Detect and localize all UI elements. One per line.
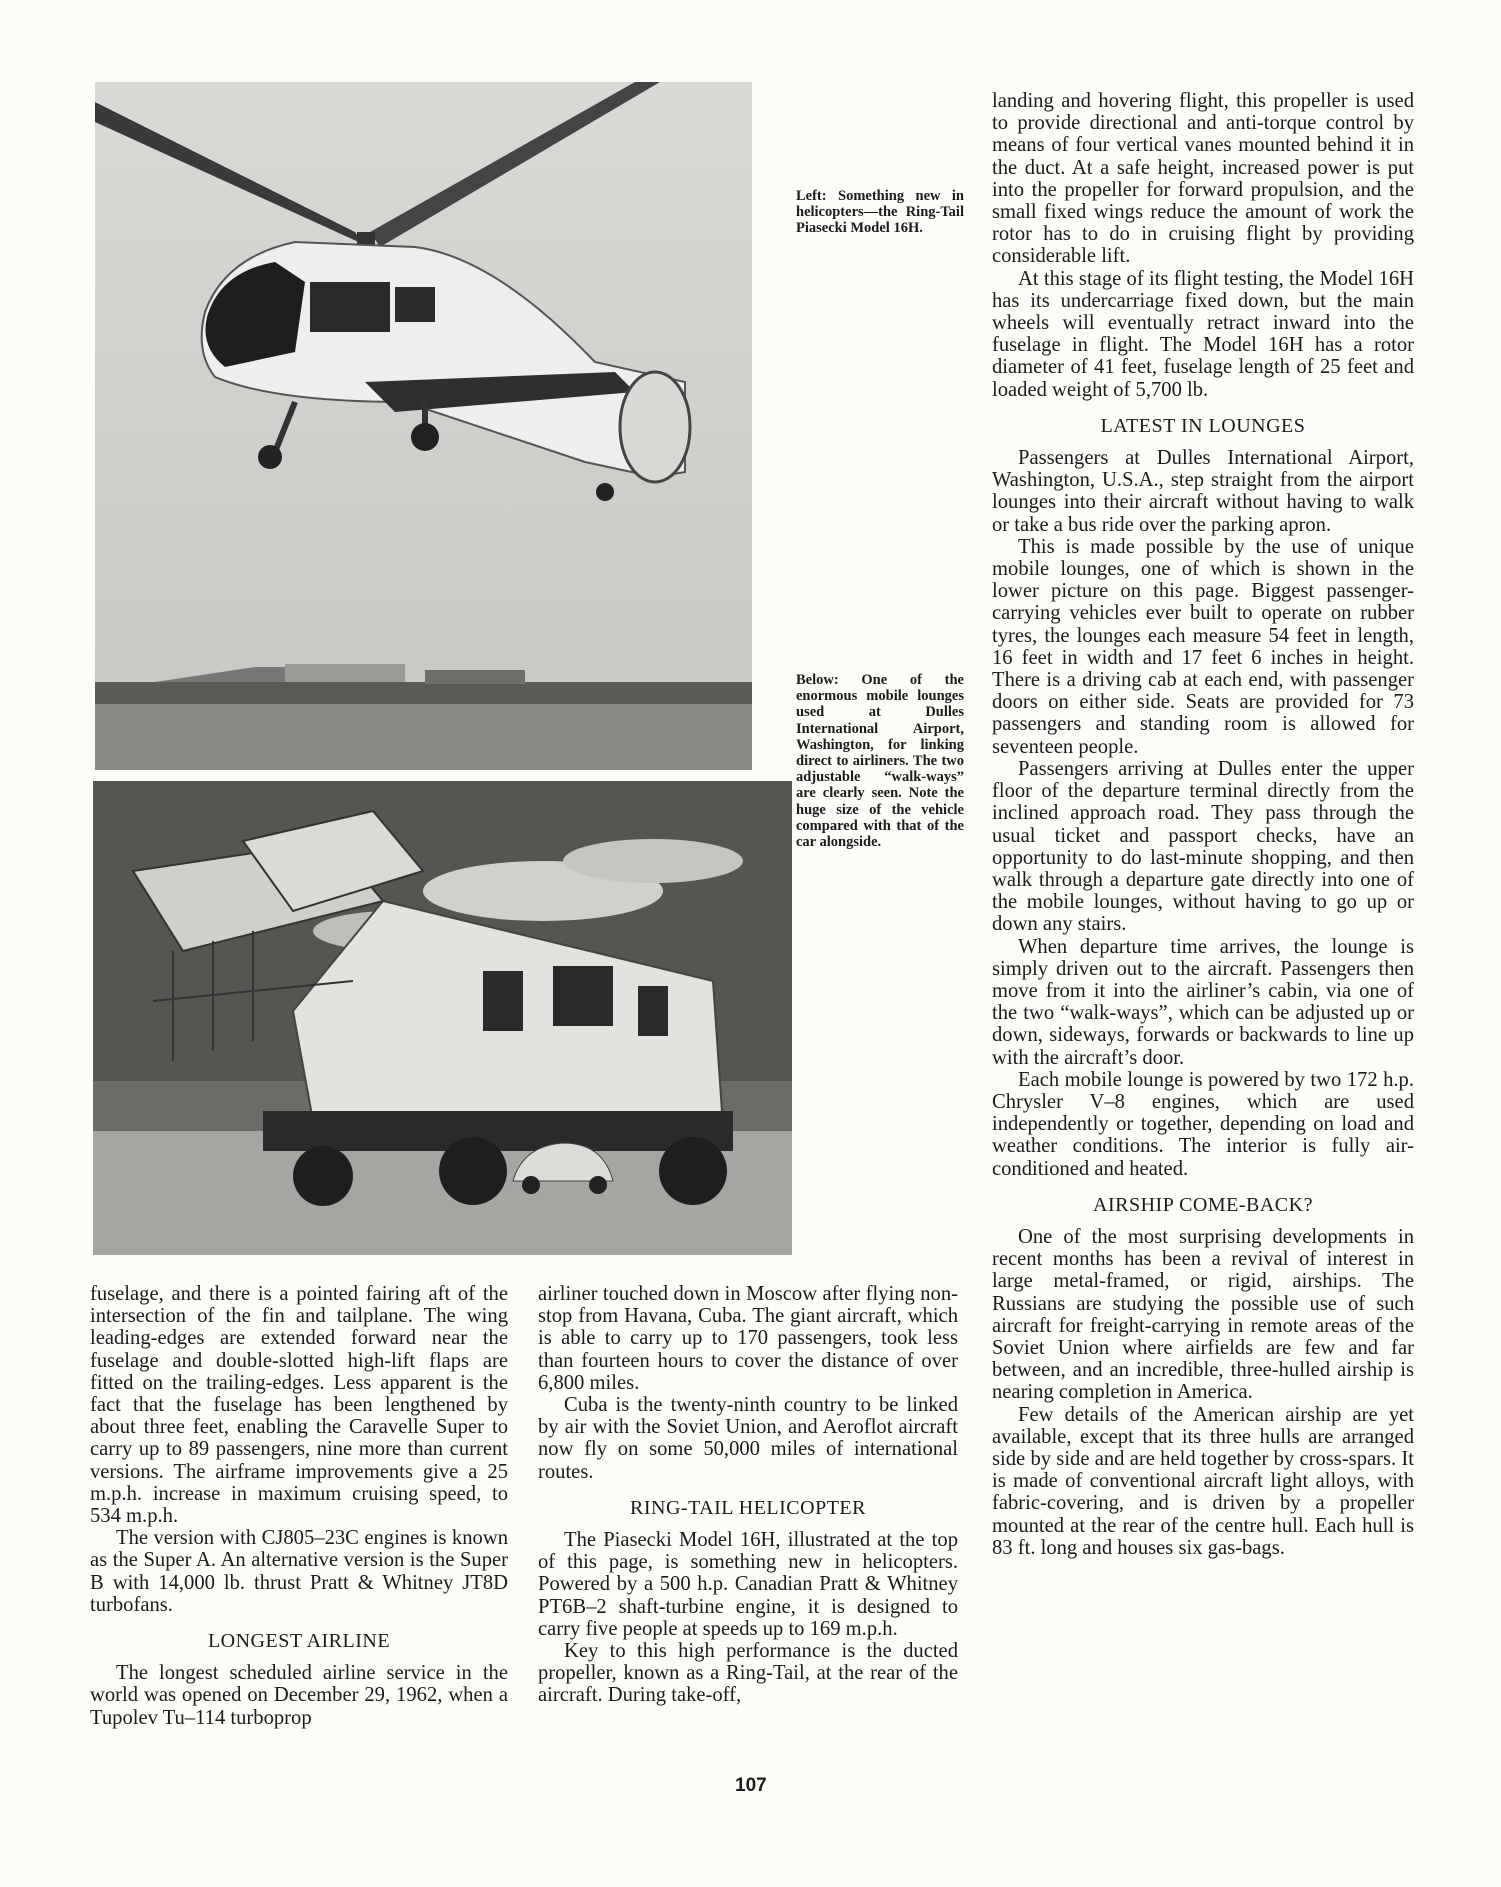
paragraph: fuselage, and there is a pointed fairing aft of the intersection of the fin and tailplane. The wing leading-edges are extended forward near the fuselage and double-slotted high-lift flaps are fitted on the trailing-edges. Less apparent is the fact that the fuselage has been lengthened by about three feet, enabling the Caravelle Super to carry up to 89 passengers, nine more than current versions. The airframe improvements give a 25 m.p.h. increase in maximum cruising speed, to 534 m.p.h. xyxy=(90,1283,508,1528)
paragraph: Few details of the American airship are yet available, except that its three hulls are arranged side by side and are held together by cross-spars. It is made of conventional aircraft light alloys, with fabric-covering, and is driven by a propeller mounted at the rear of the centre hull. Each hull is 83 ft. long and houses six gas-bags. xyxy=(992,1403,1414,1559)
paragraph: At this stage of its flight testing, the Model 16H has its undercarriage fixed down, but the main wheels will eventually retract inward into the fuselage in flight. The Model 16H has a rotor diameter of 41 feet, fuselage length of 25 feet and loaded weight of 5,700 lb. xyxy=(992,267,1414,401)
paragraph: Passengers arriving at Dulles enter the upper floor of the departure terminal directly from the inclined approach road. They pass through the usual ticket and passport checks, have an opportunity to do last-minute shopping, and then walk through a departure gate directly into one of the mobile lounges, without having to go up or down any stairs. xyxy=(992,757,1414,936)
section-heading: AIRSHIP COME-BACK? xyxy=(1093,1193,1313,1216)
middle-column xyxy=(538,1283,958,1707)
paragraph: When departure time arrives, the lounge is simply driven out to the aircraft. Passengers then move from it into the airliner’s cabin, via one of the two “walk-ways”, which can be adjusted up or down, sideways, forwards or backwards to line up with the aircraft’s door. xyxy=(992,935,1414,1069)
section-heading: LONGEST AIRLINE xyxy=(207,1630,391,1653)
helicopter-photo xyxy=(95,82,752,770)
right-column xyxy=(992,90,1414,1559)
page-number: 107 xyxy=(735,1775,767,1796)
paragraph: This is made possible by the use of unique mobile lounges, one of which is shown in the lower picture on this page. Biggest passenger-carrying vehicles ever built to operate on rubber tyres, the lounges each measure 54 feet in length, 16 feet in width and 17 feet 6 inches in height. There is a driving cab at each end, with passenger doors on either side. Seats are provided for 73 passengers and standing room is allowed for seventeen people. xyxy=(992,535,1414,758)
section-heading: RING-TAIL HELICOPTER xyxy=(630,1496,866,1519)
section-heading: LATEST IN LOUNGES xyxy=(1100,414,1306,437)
paragraph: The Piasecki Model 16H, illustrated at the top of this page, is something new in helicopters. Powered by a 500 h.p. Canadian Pratt & Whitney PT6B–2 shaft-turbine engine, it is designed to carry five people at speeds up to 169 m.p.h. xyxy=(538,1529,958,1640)
bottom-photo-caption: Below: One of the enormous mobile lounges used at Dulles International Airport, Washington, for linking direct to airliners. The two adjustable “walk-ways” are clearly seen. Note the huge size of the vehicle compared with that of the car alongside. xyxy=(796,672,964,851)
mobile-lounge-photo xyxy=(93,781,792,1255)
paragraph: Each mobile lounge is powered by two 172 h.p. Chrysler V–8 engines, which are used independently or together, depending on load and weather conditions. The interior is fully air-conditioned and heated. xyxy=(992,1068,1414,1180)
top-photo-caption: Left: Something new in helicopters—the Ring-Tail Piasecki Model 16H. xyxy=(796,188,964,237)
paragraph: The version with CJ805–23C engines is known as the Super A. An alternative version is the Super B with 14,000 lb. thrust Pratt & Whitney JT8D turbofans. xyxy=(90,1527,508,1616)
paragraph: The longest scheduled airline service in the world was opened on December 29, 1962, when a Tupolev Tu–114 turboprop xyxy=(90,1662,508,1729)
paragraph: Cuba is the twenty-ninth country to be linked by air with the Soviet Union, and Aeroflot aircraft now fly on some 50,000 miles of international routes. xyxy=(538,1394,958,1483)
left-column xyxy=(90,1283,508,1729)
paragraph: Passengers at Dulles International Airport, Washington, U.S.A., step straight from the airport lounges into their aircraft without having to walk or take a bus ride over the parking apron. xyxy=(992,447,1414,536)
paragraph: landing and hovering flight, this propeller is used to provide directional and anti-torque control by means of four vertical vanes mounted behind it in the duct. At a safe height, increased power is put into the propeller for forward propulsion, and the small fixed wings reduce the amount of work the rotor has to do in cruising flight by providing considerable lift. xyxy=(992,90,1414,268)
paragraph: airliner touched down in Moscow after flying non-stop from Havana, Cuba. The giant aircraft, which is able to carry up to 170 passengers, took less than fourteen hours to cover the distance of over 6,800 miles. xyxy=(538,1283,958,1394)
paragraph: Key to this high performance is the ducted propeller, known as a Ring-Tail, at the rear of the aircraft. During take-off, xyxy=(538,1640,958,1707)
paragraph: One of the most surprising developments in recent months has been a revival of interest in large metal-framed, or rigid, airships. The Russians are studying the possible use of such aircraft for freight-carrying in remote areas of the Soviet Union where airfields are few and far between, and an incredible, three-hulled airship is nearing completion in America. xyxy=(992,1225,1414,1404)
